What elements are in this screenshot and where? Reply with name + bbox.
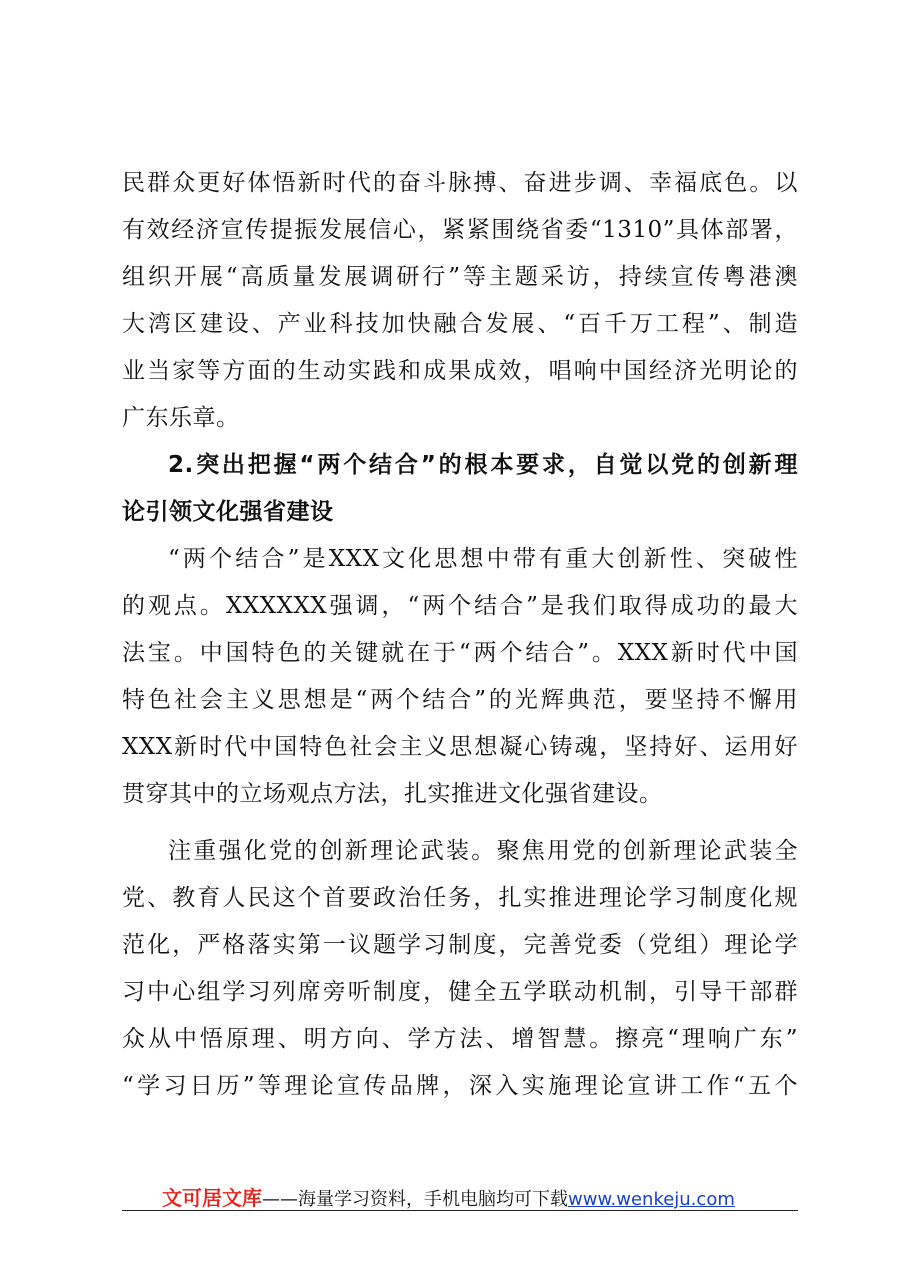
text-line: 习中心组学习列席旁听制度，健全五学联动机制，引导干部群 — [122, 979, 798, 1005]
text-line: 大湾区建设、产业科技加快融合发展、“百千万工程”、制造 — [122, 311, 798, 337]
text-line: “学习日历”等理论宣传品牌，深入实施理论宣讲工作“五个 — [122, 1073, 798, 1099]
text-line: 组织开展“高质量发展调研行”等主题采访，持续宣传粤港澳 — [122, 264, 798, 290]
text-line: 有效经济宣传提振发展信心，紧紧围绕省委“1310”具体部署， — [122, 217, 798, 243]
footer-url-link[interactable]: www.wenkeju.com — [568, 1189, 735, 1210]
text-line: 业当家等方面的生动实践和成果成效，唱响中国经济光明论的 — [122, 358, 798, 384]
document-body — [122, 160, 798, 1110]
heading-line: 论引领文化强省建设 — [122, 499, 334, 525]
text-line: 贯穿其中的立场观点方法，扎实推进文化强省建设。 — [122, 781, 663, 807]
text-line: 法宝。中国特色的关键就在于“两个结合”。XXX新时代中国 — [122, 640, 798, 666]
heading-line: 2.突出把握“两个结合”的根本要求，自觉以党的创新理 — [168, 452, 798, 478]
paragraph-continuation — [122, 160, 798, 442]
text-line: 众从中悟原理、明方向、学方法、增智慧。擦亮“理响广东” — [122, 1026, 798, 1052]
text-line: 范化，严格落实第一议题学习制度，完善党委（党组）理论学 — [122, 932, 798, 958]
paragraph-gap — [122, 818, 798, 828]
footer-divider — [122, 1210, 798, 1211]
text-line: 民群众更好体悟新时代的奋斗脉搏、奋进步调、幸福底色。以 — [122, 170, 798, 196]
text-line: 的观点。XXXXXX强调，“两个结合”是我们取得成功的最大 — [122, 593, 798, 619]
text-line: 党、教育人民这个首要政治任务，扎实推进理论学习制度化规 — [122, 885, 798, 911]
page-footer — [122, 1178, 798, 1208]
paragraph-theory-armament — [122, 828, 798, 1110]
section-heading — [122, 442, 798, 536]
text-line: “两个结合”是XXX文化思想中带有重大创新性、突破性 — [168, 546, 798, 572]
footer-text — [162, 1182, 735, 1211]
text-line: 注重强化党的创新理论武装。聚焦用党的创新理论武装全 — [168, 838, 798, 864]
footer-tagline: ——海量学习资料，手机电脑均可下载 — [262, 1189, 568, 1210]
text-line: 广东乐章。 — [122, 405, 240, 431]
text-line: 特色社会主义思想是“两个结合”的光辉典范，要坚持不懈用 — [122, 687, 798, 713]
paragraph-two-combinations — [122, 536, 798, 818]
text-line: XXX新时代中国特色社会主义思想凝心铸魂，坚持好、运用好 — [122, 734, 798, 760]
footer-brand: 文可居文库 — [162, 1186, 262, 1210]
